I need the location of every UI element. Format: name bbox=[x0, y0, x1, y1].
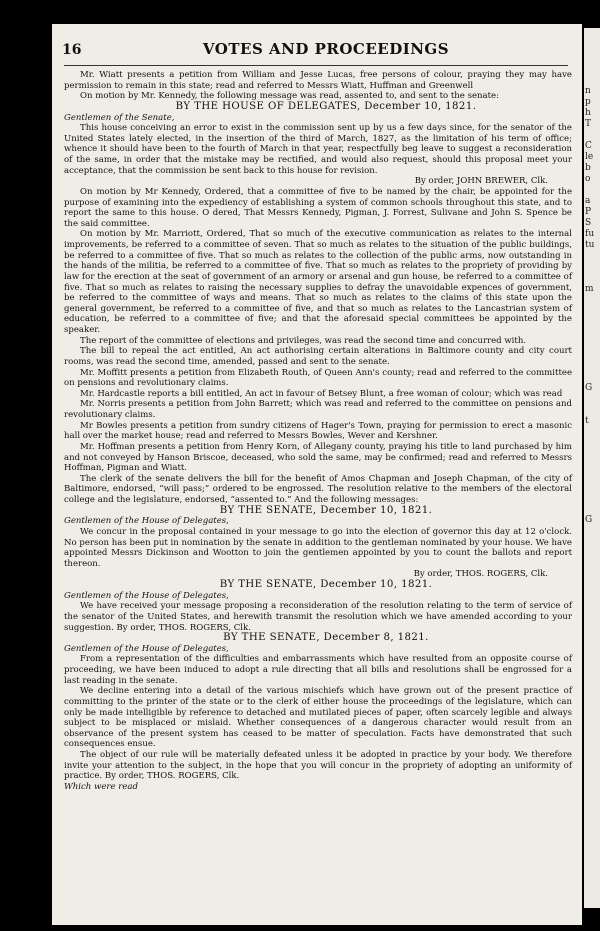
salutation: Gentlemen of the House of Delegates, bbox=[64, 590, 229, 601]
paragraph: On motion by Mr Kennedy, Ordered, that a committee of five to be named by the chair, be appointed for the purpose of examining into the expediency of establishing a system of common schools throughout this state, and to report the same to this house. O dered, That Messrs Kennedy, Pigman, J. Forrest, Sulivane and John S. Spence be the said committee. bbox=[64, 186, 572, 229]
message-heading: BY THE SENATE, December 10, 1821. bbox=[219, 504, 433, 516]
paragraph: The report of the committee of elections and privileges, was read the second time and concurred with. bbox=[80, 335, 527, 346]
signature: By order, JOHN BREWER, Clk. bbox=[414, 176, 548, 187]
sliver-glyph: G bbox=[585, 383, 593, 393]
page-number: 16 bbox=[62, 42, 82, 58]
paragraph: Mr Bowles presents a petition from sundry citizens of Hager's Town, praying for permission to erect a masonic hall over the market house; read and referred to Messrs Bowles, Wever and Kershner. bbox=[64, 420, 572, 442]
paragraph: The bill to repeal the act entitled, An act authorising certain alterations in Baltimore county and city court rooms, was read the second time, amended, passed and sent to the senate. bbox=[64, 346, 572, 367]
sliver-glyph: p bbox=[585, 97, 591, 107]
paragraph: Mr. Wiatt presents a petition from William and Jesse Lucas, free persons of colour, praying they may have permission to remain in this state; read and referred to Messrs Wiatt, Huffman and Greenwell bbox=[64, 70, 572, 91]
sliver-glyph: P bbox=[585, 207, 592, 217]
sliver-glyph: h bbox=[585, 108, 591, 118]
sliver-glyph: fu bbox=[585, 229, 595, 239]
sliver-glyph: S bbox=[585, 218, 592, 228]
paragraph: We have received your message proposing a reconsideration of the resolution relating to the term of service of the senator of the United States, and herewith transmit the resolution which we have amended according to your suggestion. By order, THOS. ROGERS, Clk. bbox=[64, 601, 572, 633]
paragraph: The clerk of the senate delivers the bill for the benefit of Amos Chapman and Joseph Chapman, of the city of Baltimore, endorsed, “will pass;” ordered to be engrossed. The resolution relative to the members of the electoral college and the legislature, endorsed, “assented to.” And the following messages: bbox=[64, 473, 572, 505]
sliver-glyph: T bbox=[585, 119, 592, 129]
paragraph: This house conceiving an error to exist in the commission sent up by us a few days since, for the senator of the United States lately elected, in the insertion of the third of March, 1827, as the limitation of his term of office; whence it should have been to the fourth of March in that year, respectfully beg leave to suggest a reconsideration of the same, in order that the mistake may be rectified, and would also request, should this proposal meet your acceptance, that the commission be sent back to this house for revision. bbox=[64, 123, 572, 176]
closing-line: Which were read bbox=[64, 781, 138, 792]
paragraph: Mr. Hoffman presents a petition from Henry Korn, of Allegany county, praying his title to land purchased by him and not conveyed by Hanson Briscoe, deceased, who sold the same, may be confirmed; read and referred to Messrs Hoffman, Pigman and Wiatt. bbox=[64, 441, 572, 474]
signature: By order, THOS. ROGERS, Clk. bbox=[413, 569, 548, 580]
message-heading: BY THE SENATE, December 10, 1821. bbox=[219, 579, 433, 590]
paragraph: We concur in the proposal contained in your message to go into the election of governor this day at 12 o'clock. No person has been put in nomination by the senate in addition to the gentleman nominated by your house. We have appointed Messrs Dickinson and Wootton to join the gentlemen appointed by you to count the ballots and report thereon. bbox=[64, 526, 572, 569]
salutation: Gentlemen of the House of Delegates, bbox=[64, 643, 229, 654]
sliver-glyph: o bbox=[585, 174, 591, 184]
paragraph: On motion by Mr. Marriott, Ordered, That so much of the executive communication as relates to the internal improvements, be referred to a committee of seven. That so much as relates to the situation of the public buildings, be referred to a committee of five. That so much as relates to the collection of the public arms, now outstanding in the hands of the militia, be referred to a committee of five. That so much as relates to the propriety of providing by law for the erection at the seat of government of an armory or arsenal and gun house, be referred to a committee of five. That so much as relates to raising the necessary supplies to defray the unavoidable expences of government, be referred to the committee of ways and means. That so much as relates to the claims of this state upon the general government, be referred to a committee of five, and that so much as relates to the Lancastrian system of education, be referred to a committee of five; and that the aforesaid special committees be appointed by the speaker. bbox=[64, 229, 572, 335]
paragraph: From a representation of the difficulties and embarrassments which have resulted from an opposite course of proceeding, we have been induced to adopt a rule directing that all bills and resolutions shall be engrossed for a last reading in the senate. bbox=[64, 654, 572, 686]
document-page bbox=[52, 24, 582, 925]
salutation: Gentlemen of the Senate, bbox=[64, 112, 175, 123]
sliver-glyph: n bbox=[585, 86, 591, 96]
message-heading: BY THE SENATE, December 8, 1821. bbox=[223, 632, 429, 644]
paragraph: Mr. Moffitt presents a petition from Elizabeth Routh, of Queen Ann's county; read and referred to the committee on pensions and revolutionary claims. bbox=[64, 367, 572, 389]
paragraph: Mr. Norris presents a petition from John Barrett; which was read and referred to the committee on pensions and revolutionary claims. bbox=[64, 399, 572, 420]
paragraph: The object of our rule will be materially defeated unless it be adopted in practice by your body. We therefore invite your attention to the subject, in the hope that you will concur in the propriety of adopting an uniformity of practice. By order, THOS. ROGERS, Clk. bbox=[64, 750, 572, 782]
running-title: VOTES AND PROCEEDINGS bbox=[202, 40, 450, 58]
paragraph: Mr. Hardcastle reports a bill entitled, An act in favour of Betsey Blunt, a free woman of colour; which was read bbox=[80, 388, 563, 399]
message-heading: BY THE HOUSE OF DELEGATES, December 10, 1821. bbox=[175, 100, 477, 112]
sliver-glyph: b bbox=[585, 163, 591, 173]
sliver-glyph: le bbox=[585, 152, 594, 162]
salutation: Gentlemen of the House of Delegates, bbox=[64, 516, 229, 527]
sliver-glyph: tu bbox=[585, 240, 595, 250]
sliver-glyph: C bbox=[585, 141, 592, 151]
paragraph: On motion by Mr. Kennedy, the following message was read, assented to, and sent to the senate: bbox=[80, 91, 499, 102]
sliver-glyph: m bbox=[585, 284, 594, 294]
sliver-glyph: t bbox=[585, 416, 589, 426]
adjacent-page-sliver bbox=[584, 28, 600, 908]
paragraph: We decline entering into a detail of the various mischiefs which have grown out of the present practice of committing to the printer of the state or to the clerk of either house the proceedings of the legislature, which can only be made intelligible by reference to detached and mutilated pieces of paper, often scarcely legible and always subject to be misplaced or mislaid. Whether consequences of a dangerous character would result from an observance of the present system has ceased to be matter of speculation. Facts have demonstrated that such consequences ensue. bbox=[64, 686, 572, 750]
sliver-glyph: a bbox=[585, 196, 591, 206]
header-rule bbox=[64, 65, 568, 66]
page-header bbox=[62, 40, 572, 62]
document-body bbox=[64, 70, 572, 793]
sliver-glyph: G bbox=[585, 515, 593, 525]
